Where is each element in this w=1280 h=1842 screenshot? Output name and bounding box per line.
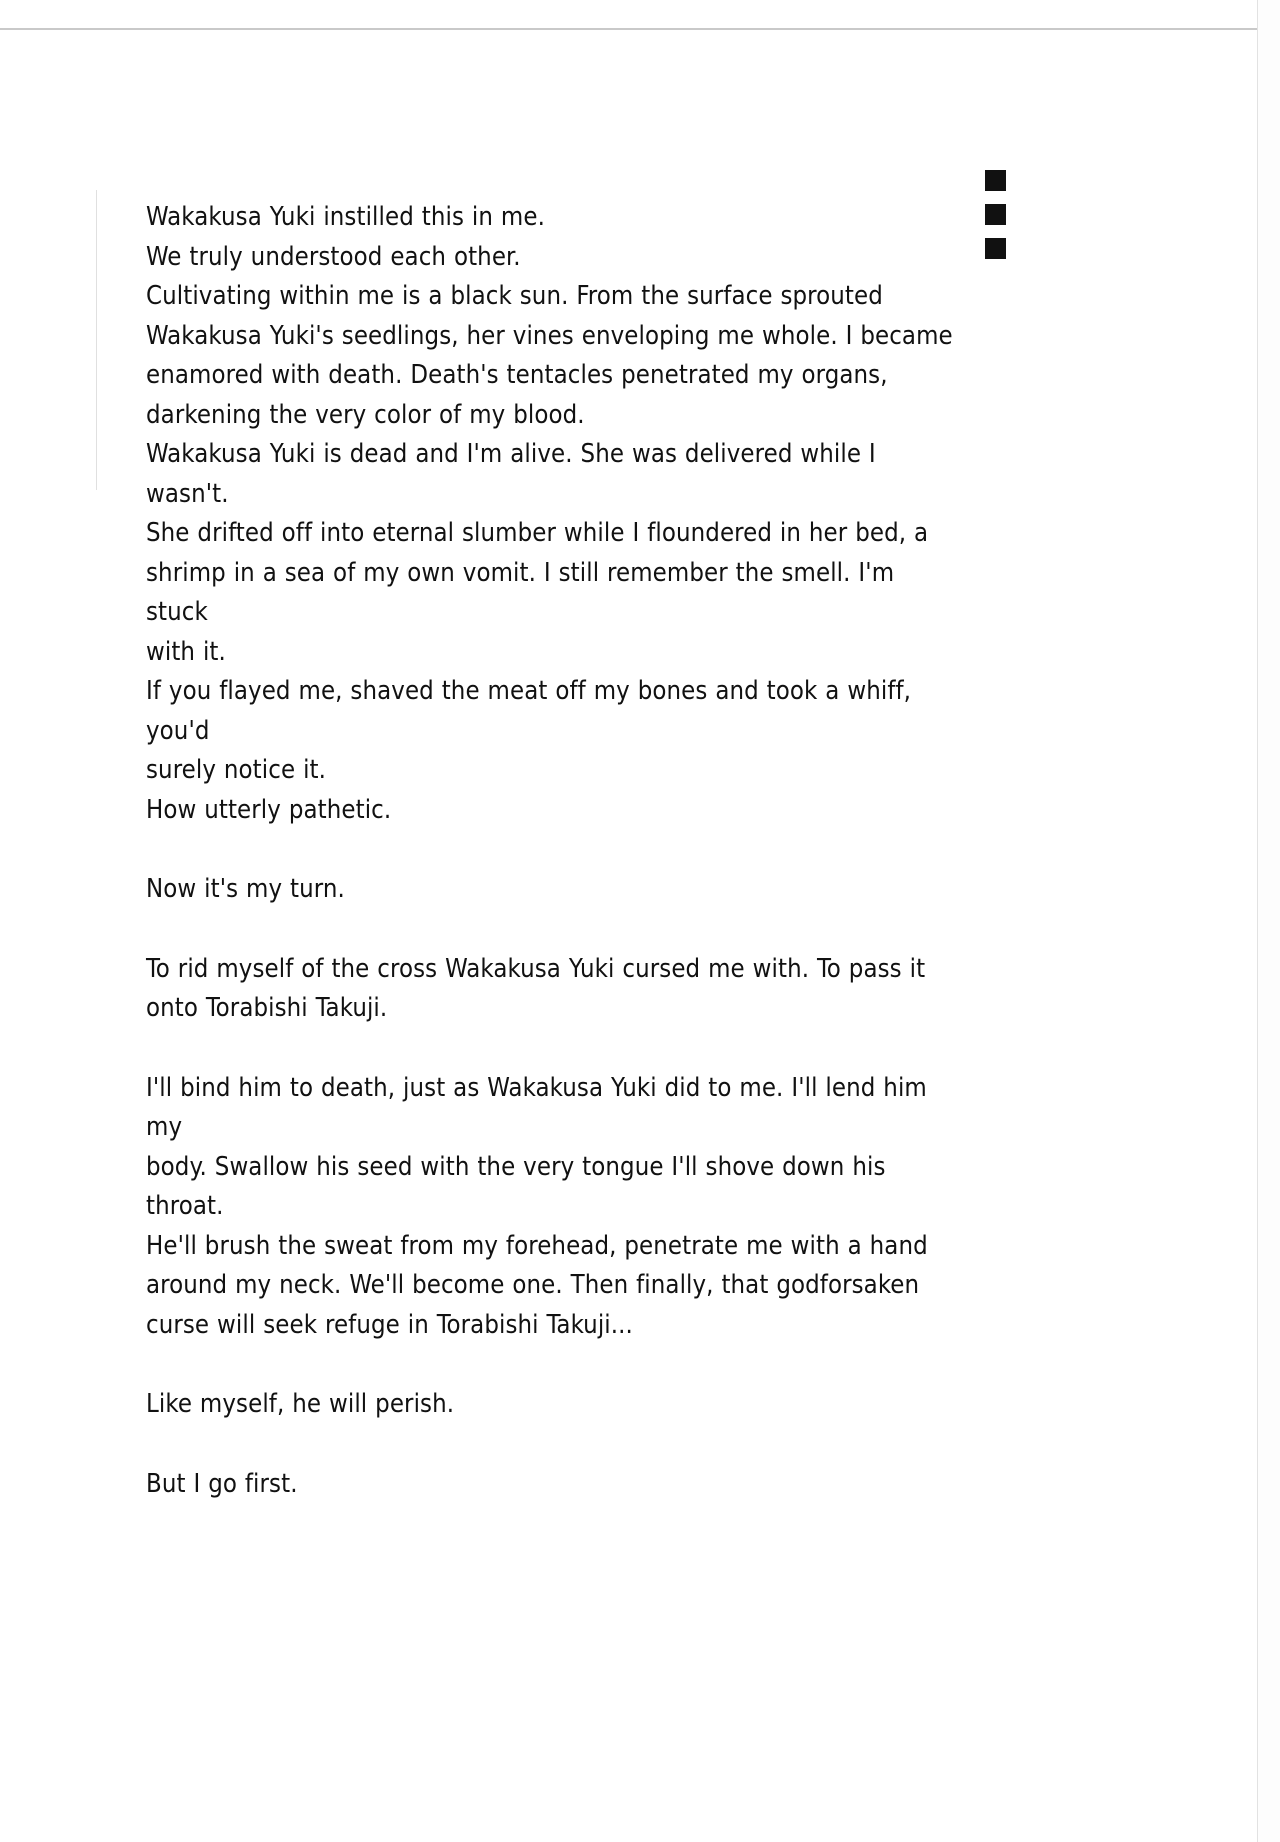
text-line: He'll brush the sweat from my forehead, penetrate me with a hand — [146, 1230, 928, 1261]
text-line: surely notice it. — [146, 755, 327, 785]
paragraph — [146, 870, 958, 910]
text-line: Wakakusa Yuki instilled this in me. — [146, 202, 545, 232]
registration-marks — [985, 170, 1009, 262]
text-line: She drifted off into eternal slumber while I floundered in her bed, a — [146, 518, 929, 548]
text-line: around my neck. We'll become one. Then finally, that godforsaken — [146, 1270, 920, 1300]
text-line: How utterly pathetic. — [146, 794, 392, 825]
page-text-column — [146, 198, 958, 1504]
text-line: Like myself, he will perish. — [146, 1389, 455, 1419]
paragraph — [146, 1465, 958, 1505]
page-right-edge — [1257, 0, 1280, 1842]
paragraph — [146, 950, 958, 1029]
text-line: But I go first. — [146, 1468, 298, 1499]
text-line: onto Torabishi Takuji. — [146, 993, 388, 1023]
paragraph — [146, 1385, 958, 1425]
text-line: body. Swallow his seed with the very tongue I'll shove down his throat. — [146, 1151, 886, 1221]
paragraph — [146, 1069, 958, 1346]
text-line: To rid myself of the cross Wakakusa Yuki cursed me with. To pass it — [146, 953, 926, 984]
text-line: If you flayed me, shaved the meat off my bones and took a whiff, you'd — [146, 676, 912, 746]
text-line: darkening the very color of my blood. — [146, 399, 585, 430]
text-line: Cultivating within me is a black sun. From the surface sprouted — [146, 281, 883, 311]
text-line: enamored with death. Death's tentacles penetrated my organs, — [146, 360, 888, 390]
text-line: curse will seek refuge in Torabishi Takuji... — [146, 1309, 633, 1340]
text-line: We truly understood each other. — [146, 241, 521, 272]
registration-square-icon — [985, 170, 1006, 191]
text-line: Wakakusa Yuki is dead and I'm alive. She was delivered while I wasn't. — [146, 439, 876, 509]
text-line: Wakakusa Yuki's seedlings, her vines enveloping me whole. I became — [146, 320, 953, 351]
page-top-edge — [0, 0, 1280, 30]
text-line: shrimp in a sea of my own vomit. I still remember the smell. I'm stuck — [146, 557, 895, 627]
registration-square-icon — [985, 204, 1006, 225]
registration-square-icon — [985, 238, 1006, 259]
text-line: Now it's my turn. — [146, 874, 345, 904]
text-line: with it. — [146, 636, 226, 667]
page-left-margin-line — [96, 190, 97, 490]
text-line: I'll bind him to death, just as Wakakusa Yuki did to me. I'll lend him my — [146, 1072, 927, 1142]
paragraph — [146, 198, 958, 830]
